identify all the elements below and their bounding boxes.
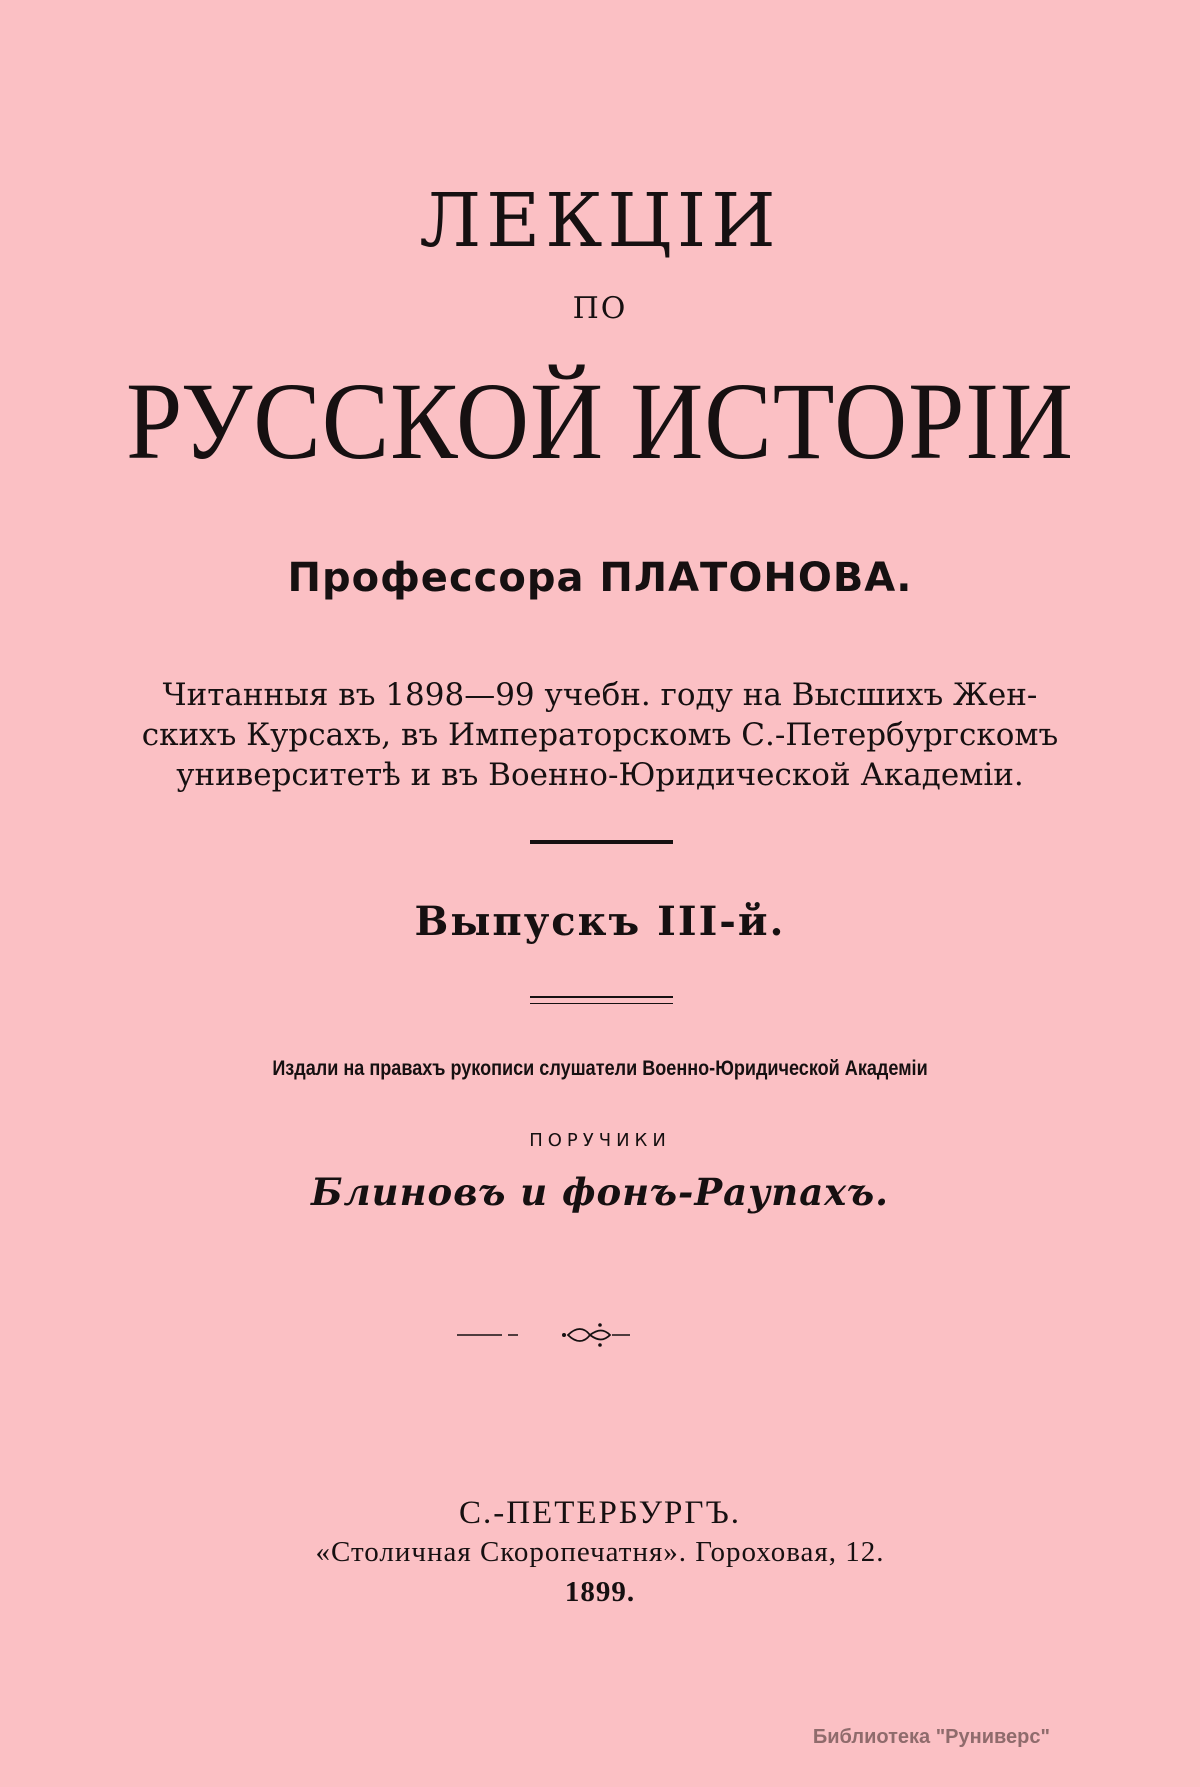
publisher-line: Издали на правахъ рукописи слушатели Военно-Юридической Академіи [272,1057,928,1080]
imprint-year: 1899. [564,1576,636,1608]
imprint-press: «Столичная Скоропечатня». Гороховая, 12. [315,1536,885,1568]
imprint-city: С.-ПЕТЕРБУРГЪ. [458,1495,742,1531]
read-note-line-3: университетѣ и въ Военно-Юридической Академіи. [176,757,1024,793]
library-watermark: Библиотека "Руниверс" [812,1726,1050,1748]
double-divider-rule [530,996,673,1004]
author-line: Профессора ПЛАТОНОВА. [287,555,913,601]
issue-number: Выпускъ III-й. [414,898,786,945]
read-note-line-2: скихъ Курсахъ, въ Императорскомъ С.-Петербургскомъ [141,717,1059,753]
read-note-line-1: Читанныя въ 1898—99 учебн. году на Высшихъ Жен- [162,677,1038,713]
ornament-divider-icon [450,1320,750,1350]
title-po: ПО [572,291,628,326]
publisher-names: Блиновъ и фонъ-Раупахъ. [310,1170,890,1214]
publisher-rank: ПОРУЧИКИ [529,1130,671,1151]
divider-rule [530,840,673,844]
title-main: РУССКОЙ ИСТОРІИ [126,360,1074,482]
title-lectures: ЛЕКЦІИ [419,178,781,264]
